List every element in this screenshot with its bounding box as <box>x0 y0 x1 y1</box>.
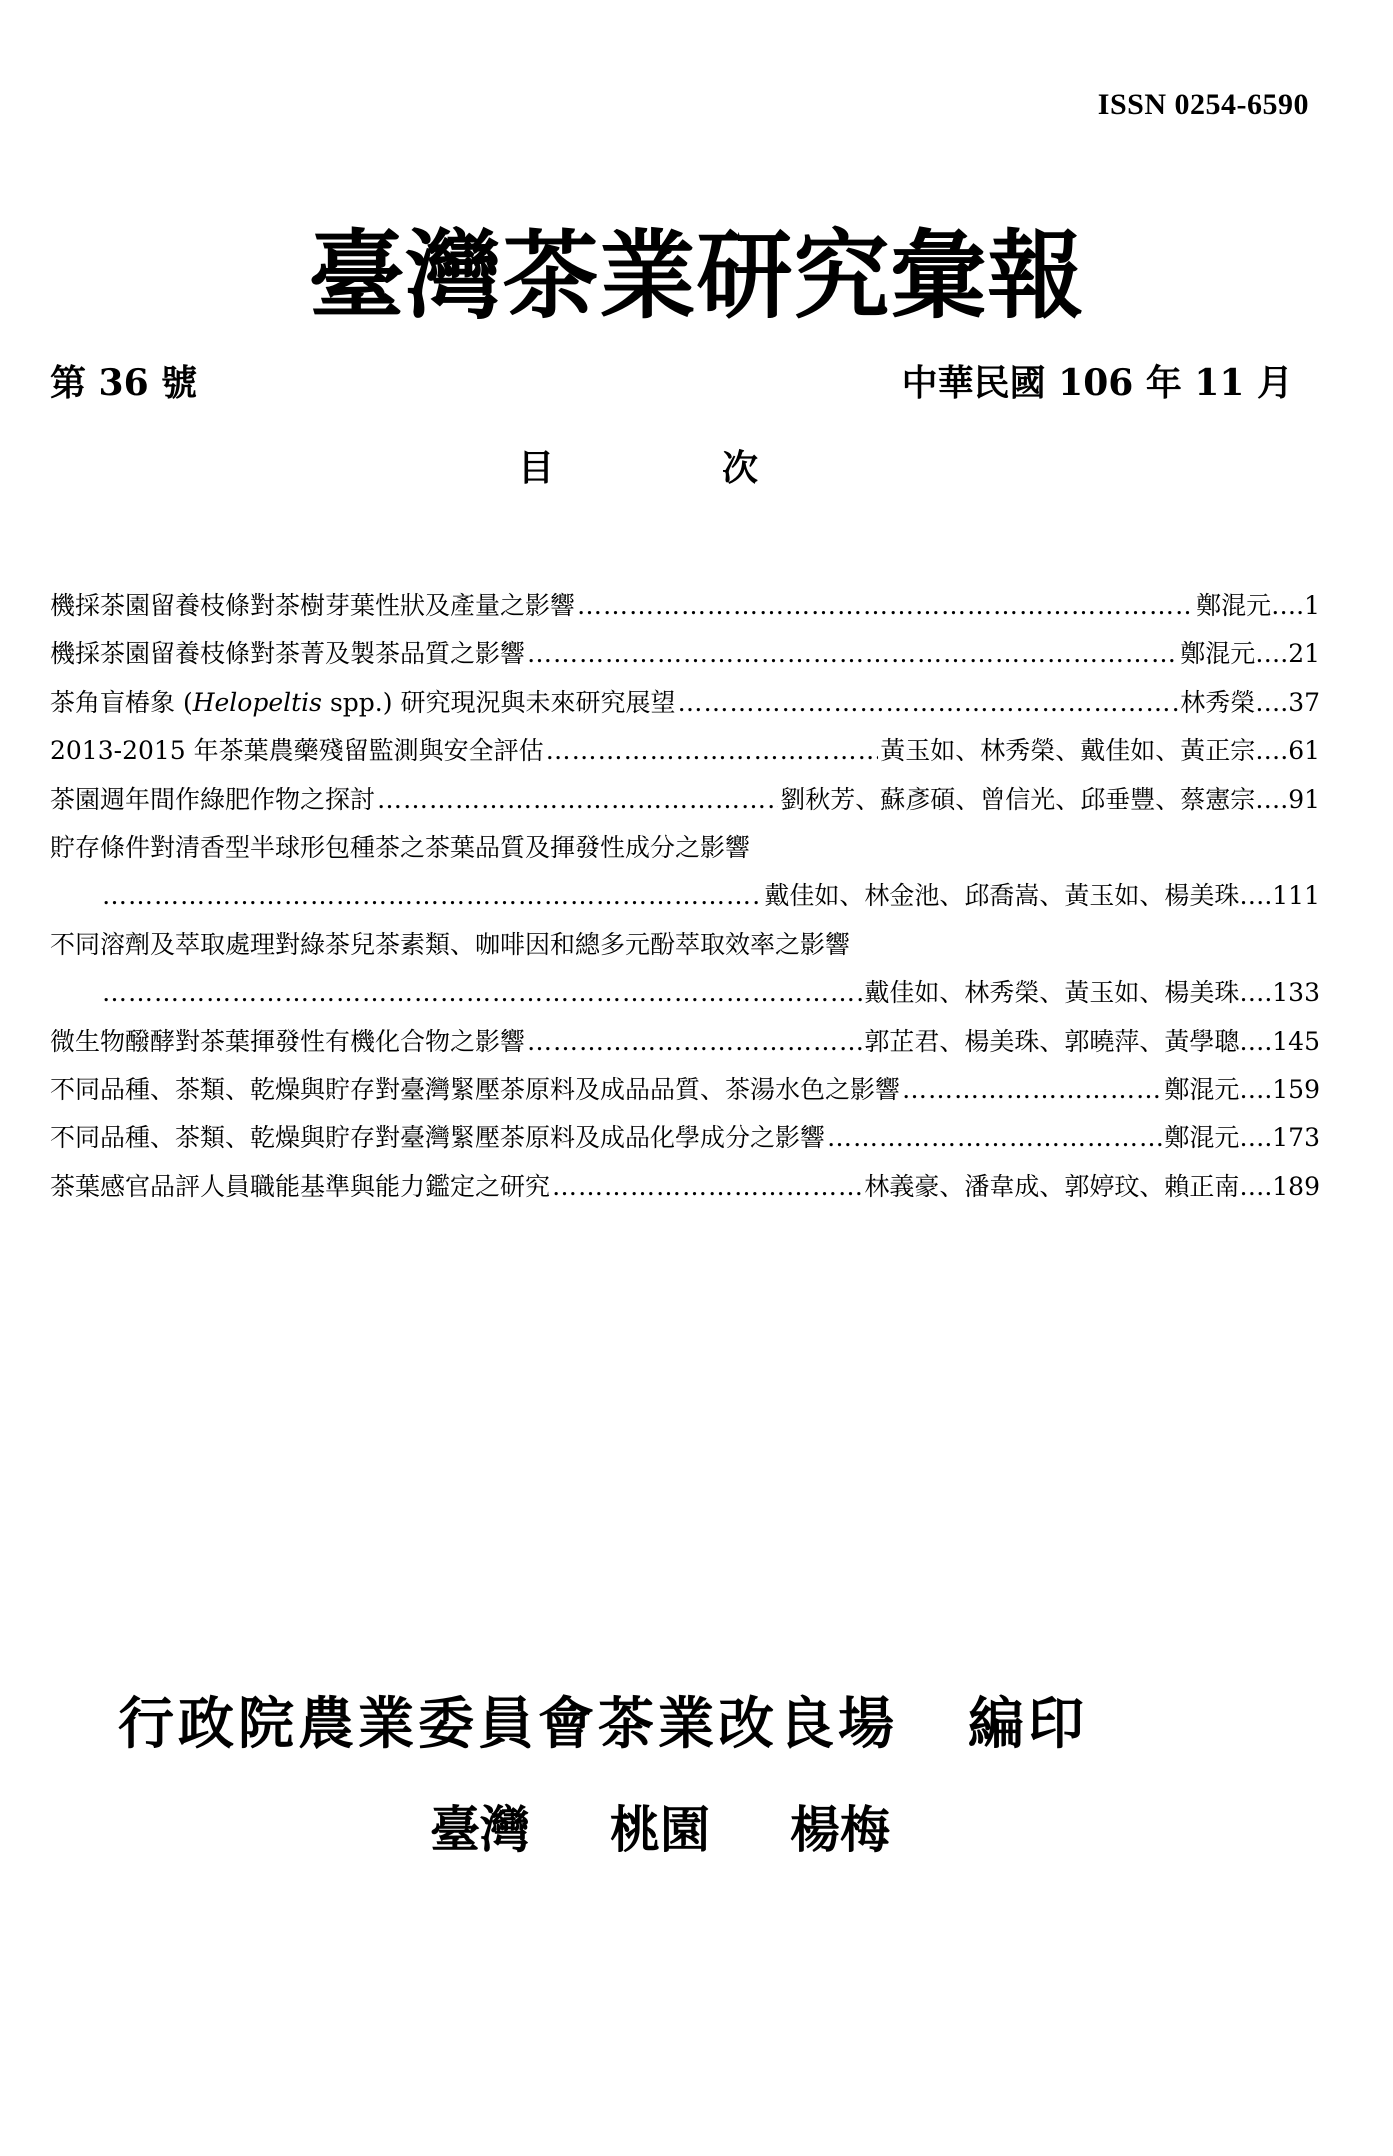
toc-entry-authors: 黃玉如、林秀榮、戴佳如、黃正宗 <box>880 736 1256 766</box>
toc-entry-title-italic: Helopeltis <box>192 687 323 717</box>
toc-entry[interactable] <box>50 727 1320 775</box>
toc-leader <box>102 969 862 1017</box>
toc-entry-authors: 戴佳如、林秀榮、黃玉如、楊美珠 <box>864 978 1240 1008</box>
toc-entry[interactable] <box>50 582 1320 630</box>
toc-heading-char: 次 <box>721 447 758 489</box>
location-city: 桃園 <box>610 1800 710 1859</box>
toc-leader <box>552 1163 862 1211</box>
toc-entry-authors: 鄭混元 <box>1164 1074 1240 1104</box>
toc-leader <box>902 1066 1162 1114</box>
toc-leader <box>577 582 1194 630</box>
toc-leader <box>377 776 778 824</box>
toc-leader <box>527 1018 862 1066</box>
toc-entry[interactable] <box>50 921 1320 969</box>
publisher-action: 編印 <box>968 1691 1088 1757</box>
issue-number: 第 36 號 <box>50 362 198 404</box>
toc-entry-title: 不同品種、茶類、乾燥與貯存對臺灣緊壓茶原料及成品化學成分之影響 <box>50 1123 826 1153</box>
toc-entry-page: …. 91 <box>1255 776 1320 824</box>
publisher-org: 行政院農業委員會茶業改良場 <box>118 1691 898 1757</box>
toc-entry-authors: 鄭混元 <box>1164 1123 1240 1153</box>
toc-entry-page: …. 21 <box>1255 630 1320 678</box>
toc-entry-authors: 戴佳如、林金池、邱喬嵩、黃玉如、楊美珠 <box>764 881 1240 911</box>
toc-entry-page: …. 111 <box>1239 872 1320 920</box>
toc-entry-page: …. 37 <box>1255 679 1320 727</box>
toc-entry[interactable] <box>50 824 1320 872</box>
toc-leader <box>102 872 762 920</box>
toc-entry-authors: 林秀榮 <box>1180 687 1256 717</box>
toc-entry-continuation[interactable] <box>50 872 1320 920</box>
toc-entry-authors: 鄭混元 <box>1180 639 1256 669</box>
toc-entry[interactable] <box>50 1018 1320 1066</box>
toc-leader <box>527 630 1178 678</box>
toc-entry[interactable] <box>50 1163 1320 1211</box>
toc-entry-page: …. 133 <box>1239 969 1320 1017</box>
toc-entry-page: …. 173 <box>1239 1114 1320 1162</box>
toc-entry[interactable] <box>50 679 1320 727</box>
toc-entry[interactable] <box>50 630 1320 678</box>
issue-date: 中華民國 106 年 11 月 <box>901 362 1293 404</box>
toc-entry-title: 機採茶園留養枝條對茶樹芽葉性狀及產量之影響 <box>50 591 576 620</box>
toc-entry-authors: 劉秋芳、蘇彥碩、曾信光、邱垂豐、蔡憲宗 <box>780 784 1256 814</box>
toc-entry-page: …. 189 <box>1239 1163 1320 1211</box>
location-district: 楊梅 <box>790 1800 890 1859</box>
publisher-location <box>430 1790 890 1862</box>
toc-entry-page: …. 159 <box>1239 1066 1320 1114</box>
toc-heading <box>518 440 758 491</box>
toc-entry[interactable] <box>50 1114 1320 1162</box>
toc-entry-title: 茶葉感官品評人員職能基準與能力鑑定之研究 <box>50 1171 551 1201</box>
publisher <box>118 1680 1088 1760</box>
toc-leader <box>677 679 1178 727</box>
toc-entry-authors: 鄭混元 <box>1196 591 1272 620</box>
toc-entry-authors: 林義豪、潘韋成、郭婷玟、賴正南 <box>864 1171 1240 1201</box>
toc-heading-char: 目 <box>518 447 555 489</box>
toc-entry-title: 貯存條件對清香型半球形包種茶之茶葉品質及揮發性成分之影響 <box>50 832 751 862</box>
toc-entry-page: …. 145 <box>1239 1018 1320 1066</box>
toc-entry-title: 2013-2015 年茶葉農藥殘留監測與安全評估 <box>50 736 544 766</box>
toc-leader <box>546 727 879 775</box>
table-of-contents <box>50 582 1320 1211</box>
toc-entry-page: …. 1 <box>1271 582 1320 630</box>
toc-entry-authors: 郭芷君、楊美珠、郭曉萍、黃學聰 <box>864 1026 1240 1056</box>
toc-entry-title: 茶園週年間作綠肥作物之探討 <box>50 784 376 814</box>
journal-title: 臺灣茶業研究彙報 <box>308 219 1085 332</box>
issn: ISSN 0254-6590 <box>1097 88 1309 121</box>
toc-leader <box>827 1114 1162 1162</box>
toc-entry-page: …. 61 <box>1255 727 1320 775</box>
toc-entry-title: 機採茶園留養枝條對茶菁及製茶品質之影響 <box>50 639 526 669</box>
toc-entry[interactable] <box>50 776 1320 824</box>
toc-entry-title: 微生物醱酵對茶葉揮發性有機化合物之影響 <box>50 1026 526 1056</box>
toc-entry-title: 不同溶劑及萃取處理對綠茶兒茶素類、咖啡因和總多元酚萃取效率之影響 <box>50 929 851 959</box>
toc-entry-continuation[interactable] <box>50 969 1320 1017</box>
toc-entry-title: 不同品種、茶類、乾燥與貯存對臺灣緊壓茶原料及成品品質、茶湯水色之影響 <box>50 1074 901 1104</box>
toc-entry[interactable] <box>50 1066 1320 1114</box>
location-region: 臺灣 <box>430 1800 530 1859</box>
toc-entry-title: 茶角盲椿象 (Helopeltis spp.) 研究現況與未來研究展望 <box>50 687 676 717</box>
